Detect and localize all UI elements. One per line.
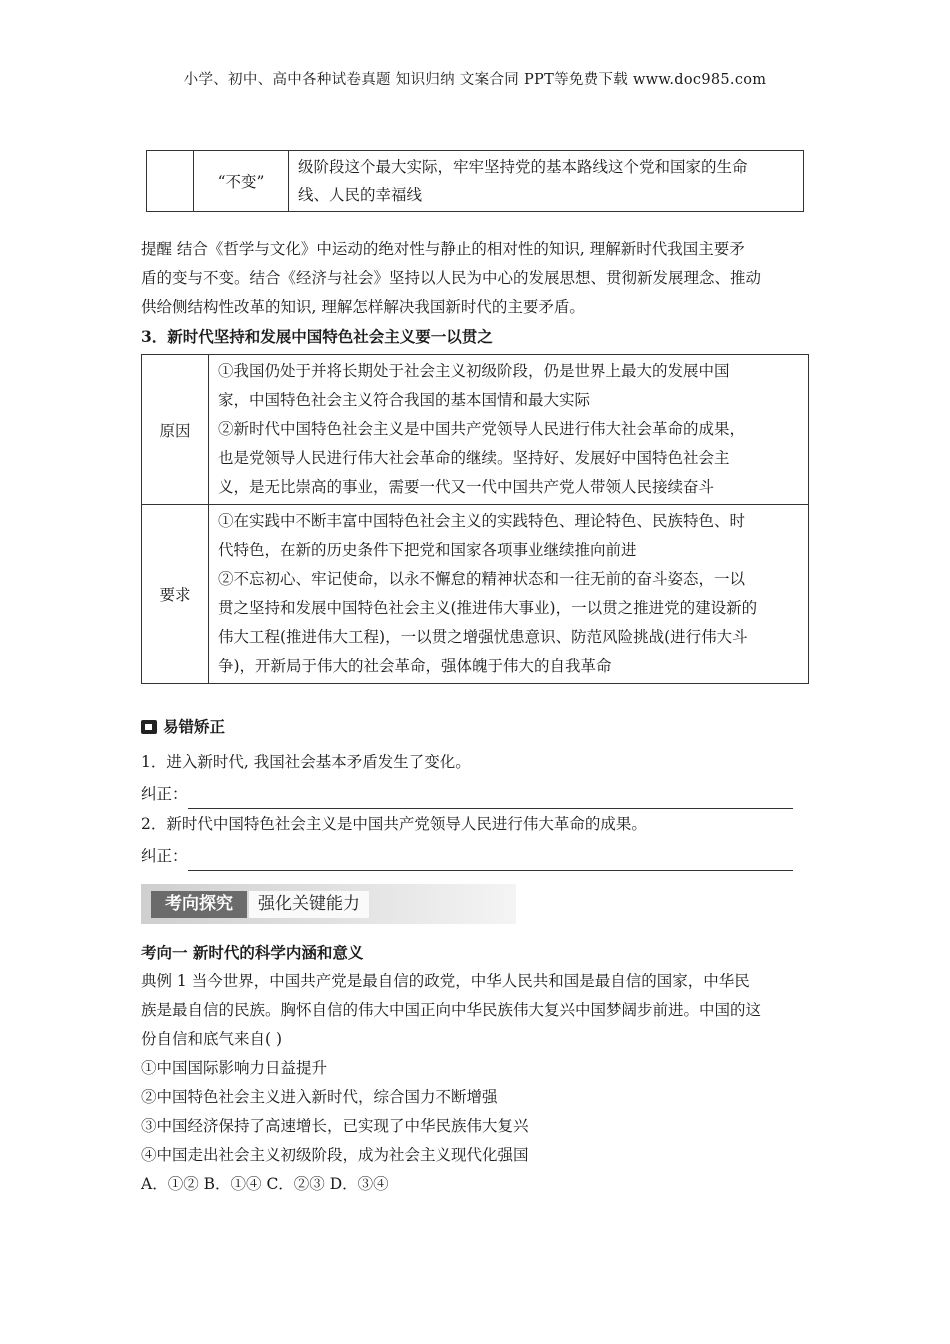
question-stem: 典例 1 当今世界，中国共产党是最自信的政党，中华人民共和国是最自信的国家，中华民 族是最自信的民族。胸怀自信的伟大中国正向中华民族伟大复兴中国梦阔步前进。中国的这 份自信和底气来自( ) [141, 972, 762, 1048]
top-table-content: 级阶段这个最大实际，牢牢坚持党的基本路线这个党和国家的生命 线、人民的幸福线 [289, 151, 804, 212]
direction-heading: 考向一 新时代的科学内涵和意义 [141, 943, 364, 962]
error-item-1: 1．进入新时代, 我国社会基本矛盾发生了变化。 [141, 753, 471, 771]
consistency-table [141, 354, 809, 684]
requirement-label: 要求 [142, 505, 209, 684]
question-options [141, 1054, 821, 1199]
section-3-heading: 3．新时代坚持和发展中国特色社会主义要一以贯之 [141, 327, 493, 346]
tip-paragraph: 提醒 结合《哲学与文化》中运动的绝对性与静止的相对性的知识, 理解新时代我国主要矛 盾的变与不变。结合《经济与社会》坚持以人民为中心的发展思想、贯彻新发展理念、推动 供给侧结构性改革的知识, 理解怎样解决我国新时代的主要矛盾。 [141, 240, 762, 316]
reason-label: 原因 [142, 355, 209, 505]
empty-cell [147, 151, 194, 212]
option-item: ④中国走出社会主义初级阶段，成为社会主义现代化强国 [141, 1146, 529, 1164]
answer-choices: A．①② B．①④ C．②③ D．③④ [141, 1175, 389, 1193]
correction-2: 纠正： [141, 842, 801, 871]
error-item-2: 2．新时代中国特色社会主义是中国共产党领导人民进行伟大革命的成果。 [141, 815, 647, 833]
top-table [146, 150, 804, 212]
requirement-content: ①在实践中不断丰富中国特色社会主义的实践特色、理论特色、民族特色、时 代特色，在新的历史条件下把党和国家各项事业继续推向前进 ②不忘初心、牢记使命，以永不懈怠的精神状态和一往无前的奋斗姿态，一以 贯之坚持和发展中国特色社会主义(推进伟大事业)，一以贯之推进党的建设新的 伟大工程(推进伟大工程)，一以贯之增强忧患意识、防范风险挑战(进行伟大斗 争)，开新局于伟大的社会革命，强体魄于伟大的自我革命 [209, 505, 809, 684]
option-item: ②中国特色社会主义进入新时代，综合国力不断增强 [141, 1088, 498, 1106]
option-item: ③中国经济保持了高速增长，已实现了中华民族伟大复兴 [141, 1117, 529, 1135]
answer-line[interactable] [188, 790, 793, 809]
correction-1: 纠正： [141, 780, 801, 809]
top-table-label: “不变” [194, 151, 289, 212]
reason-content: ①我国仍处于并将长期处于社会主义初级阶段，仍是世界上最大的发展中国 家，中国特色社会主义符合我国的基本国情和最大实际 ②新时代中国特色社会主义是中国共产党领导人民进行伟大社会革命的成果， 也是党领导人民进行伟大社会革命的继续。坚持好、发展好中国特色社会主 义，是无比崇高的事业，需要一代又一代中国共产党人带领人民接续奋斗 [209, 355, 809, 505]
option-item: ①中国国际影响力日益提升 [141, 1059, 328, 1077]
section-marker-icon [141, 720, 157, 734]
banner-title: 考向探究 [151, 891, 247, 918]
page-header: 小学、初中、高中各种试卷真题 知识归纳 文案合同 PPT等免费下载 www.doc985.com [183, 72, 767, 88]
answer-line[interactable] [188, 852, 793, 871]
banner-subtitle: 强化关键能力 [249, 891, 369, 918]
errors-section-title: 易错矫正 [141, 713, 225, 742]
